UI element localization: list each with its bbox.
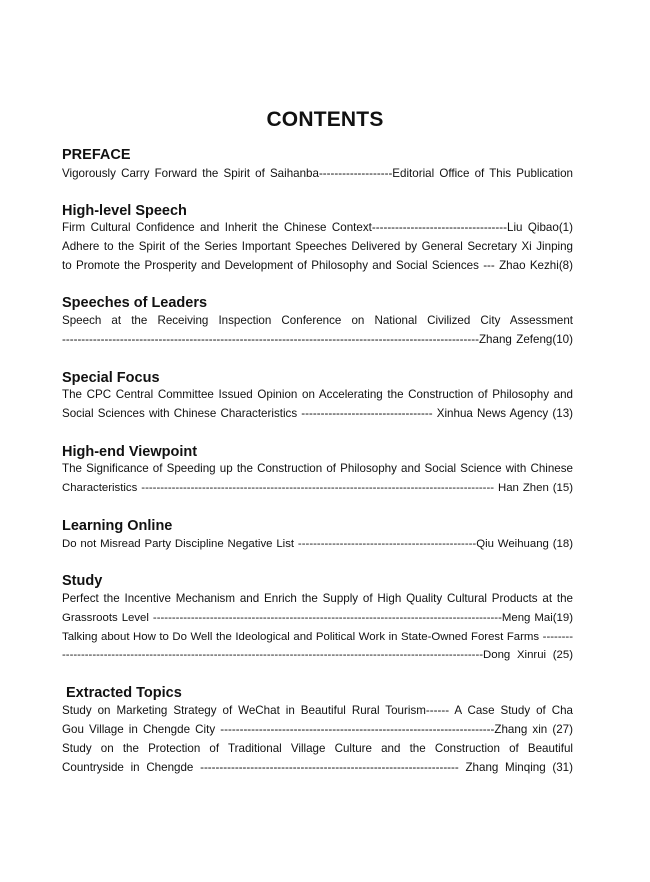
- toc-entry: Adhere to the Spirit of the Series Important Speeches Delivered by General Secretary Xi Jinping: [62, 240, 573, 253]
- toc-entry: Talking about How to Do Well the Ideological and Political Work in State-Owned Forest Farms --------: [62, 631, 573, 643]
- toc-entry: Gou Village in Chengde City -----------------------------------------------------------------------Zhang xin (27): [62, 723, 573, 736]
- toc-entry: Perfect the Incentive Mechanism and Enrich the Supply of High Quality Cultural Products at the: [62, 592, 573, 605]
- section-heading-preface: PREFACE: [62, 147, 131, 163]
- toc-entry: Characteristics --------------------------------------------------------------------------------------------- Han Zhen (15): [62, 482, 573, 494]
- toc-entry: ------------------------------------------------------------------------------------------------------------Zhang Zefeng(10): [62, 333, 573, 346]
- toc-entry: The CPC Central Committee Issued Opinion on Accelerating the Construction of Philosophy and: [62, 388, 573, 401]
- toc-entry: Social Sciences with Chinese Characteristics ---------------------------------- Xinhua News Agency (13): [62, 407, 573, 420]
- toc-entry: Study on the Protection of Traditional Village Culture and the Construction of Beautiful: [62, 742, 573, 755]
- toc-entry: Firm Cultural Confidence and Inherit the Chinese Context-----------------------------------Liu Qibao(1): [62, 221, 573, 234]
- toc-entry: The Significance of Speeding up the Construction of Philosophy and Social Science with Chinese: [62, 462, 573, 475]
- section-heading-high-end-viewpoint: High-end Viewpoint: [62, 444, 198, 460]
- toc-entry: ---------------------------------------------------------------------------------------------------------------Dong Xinrui (25): [62, 649, 573, 661]
- toc-entry: Vigorously Carry Forward the Spirit of Saihanba-------------------Editorial Office of This Publication: [62, 167, 573, 180]
- section-heading-speeches-of-leaders: Speeches of Leaders: [62, 295, 208, 311]
- section-heading-learning-online: Learning Online: [62, 518, 173, 534]
- toc-entry: Do not Misread Party Discipline Negative List -----------------------------------------------Qiu Weihuang (18): [62, 538, 573, 550]
- toc-entry: Grassroots Level --------------------------------------------------------------------------------------------Meng Mai(19): [62, 612, 573, 624]
- section-heading-study: Study: [62, 573, 103, 589]
- section-heading-extracted-topics: Extracted Topics: [66, 685, 182, 701]
- toc-entry: Countryside in Chengde ------------------------------------------------------------------- Zhang Minqing (31): [62, 761, 573, 774]
- toc-entry: Study on Marketing Strategy of WeChat in Beautiful Rural Tourism------ A Case Study of Cha: [62, 704, 573, 717]
- section-heading-special-focus: Special Focus: [62, 370, 160, 386]
- toc-entry: to Promote the Prosperity and Development of Philosophy and Social Sciences --- Zhao Kezhi(8): [62, 259, 573, 272]
- section-heading-high-level-speech: High-level Speech: [62, 203, 187, 219]
- page-title: CONTENTS: [266, 108, 384, 131]
- toc-entry: Speech at the Receiving Inspection Conference on National Civilized City Assessment: [62, 314, 573, 327]
